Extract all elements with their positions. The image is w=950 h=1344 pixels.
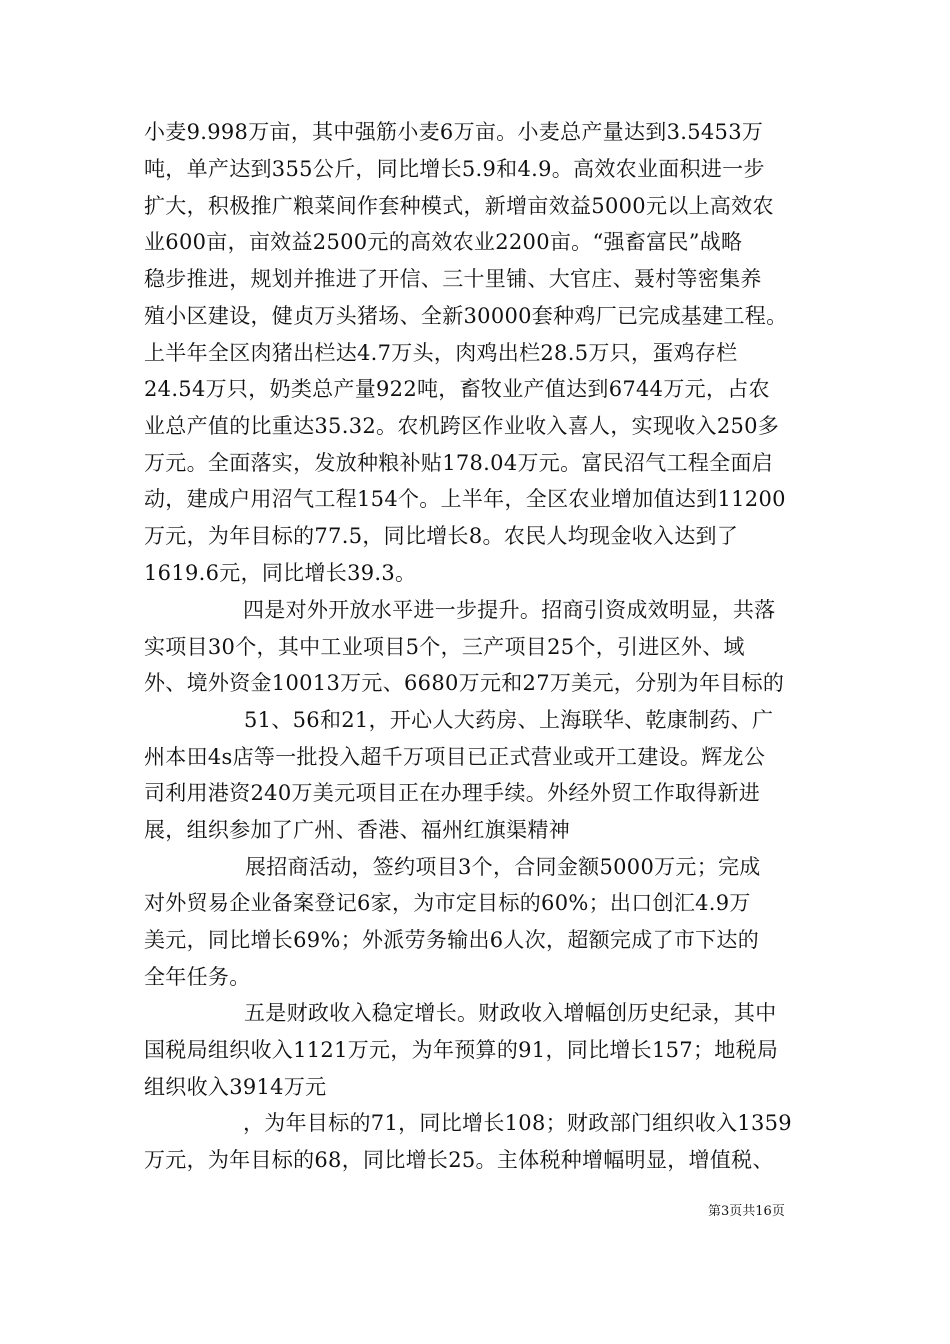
body-text-line: 51、56和21，开心人大药房、上海联华、乾康制药、广 [244,708,774,732]
body-text-line: ，为年目标的71，同比增长108；财政部门组织收入1359 [243,1111,792,1135]
body-text-line: 殖小区建设，健贞万头猪场、全新30000套种鸡厂已完成基建工程。 [144,304,788,328]
body-text-line: 业600亩，亩效益2500元的高效农业2200亩。“强畜富民”战略 [144,230,743,254]
body-text-line: 对外贸易企业备案登记6家，为市定目标的60%；出口创汇4.9万 [144,891,751,915]
page-number-footer: 第3页共16页 [708,1204,785,1219]
body-text-line: 全年任务。 [144,965,251,989]
body-text-line: 24.54万只，奶类总产量922吨，畜牧业产值达到6744万元，占农 [144,377,770,401]
body-text-line: 组织收入3914万元 [144,1075,327,1099]
body-text-line: 万元。全面落实，发放种粮补贴178.04万元。富民沼气工程全面启 [144,451,774,475]
body-text-line: 稳步推进，规划并推进了开信、三十里铺、大官庄、聂村等密集养 [144,267,762,291]
paragraph-start-line: 四是对外开放水平进一步提升。招商引资成效明显，共落 [243,598,776,622]
body-text-line: 上半年全区肉猪出栏达4.7万头，肉鸡出栏28.5万只，蛋鸡存栏 [144,341,738,365]
body-text-line: 司利用港资240万美元项目正在办理手续。外经外贸工作取得新进 [144,781,761,805]
paragraph-start-line: 五是财政收入稳定增长。财政收入增幅创历史纪录，其中 [244,1001,777,1025]
body-text-line: 万元，为年目标的68，同比增长25。主体税种增幅明显，增值税、 [144,1148,774,1172]
body-text-line: 州本田4s店等一批投入超千万项目已正式营业或开工建设。辉龙公 [144,745,766,769]
body-text-line: 万元，为年目标的77.5，同比增长8。农民人均现金收入达到了 [144,524,739,548]
body-text-line: 展招商活动，签约项目3个，合同金额5000万元；完成 [245,855,761,879]
body-text-line: 1619.6元，同比增长39.3。 [144,561,417,585]
body-text-line: 扩大，积极推广粮菜间作套种模式，新增亩效益5000元以上高效农 [144,194,774,218]
body-text-line: 美元，同比增长69%；外派劳务输出6人次，超额完成了市下达的 [144,928,760,952]
body-text-line: 实项目30个，其中工业项目5个，三产项目25个，引进区外、域 [144,635,745,659]
body-text-line: 吨，单产达到355公斤，同比增长5.9和4.9。高效农业面积进一步 [144,157,765,181]
body-text-line: 展，组织参加了广州、香港、福州红旗渠精神 [144,818,570,842]
body-text-line: 业总产值的比重达35.32。农机跨区作业收入喜人，实现收入250多 [144,414,780,438]
body-text-line: 小麦9.998万亩，其中强筋小麦6万亩。小麦总产量达到3.5453万 [144,120,764,144]
body-text-line: 外、境外资金10013万元、6680万元和27万美元，分别为年目标的 [144,671,785,695]
body-text-line: 国税局组织收入1121万元，为年预算的91，同比增长157；地税局 [144,1038,779,1062]
body-text-line: 动，建成户用沼气工程154个。上半年，全区农业增加值达到11200 [144,487,786,511]
